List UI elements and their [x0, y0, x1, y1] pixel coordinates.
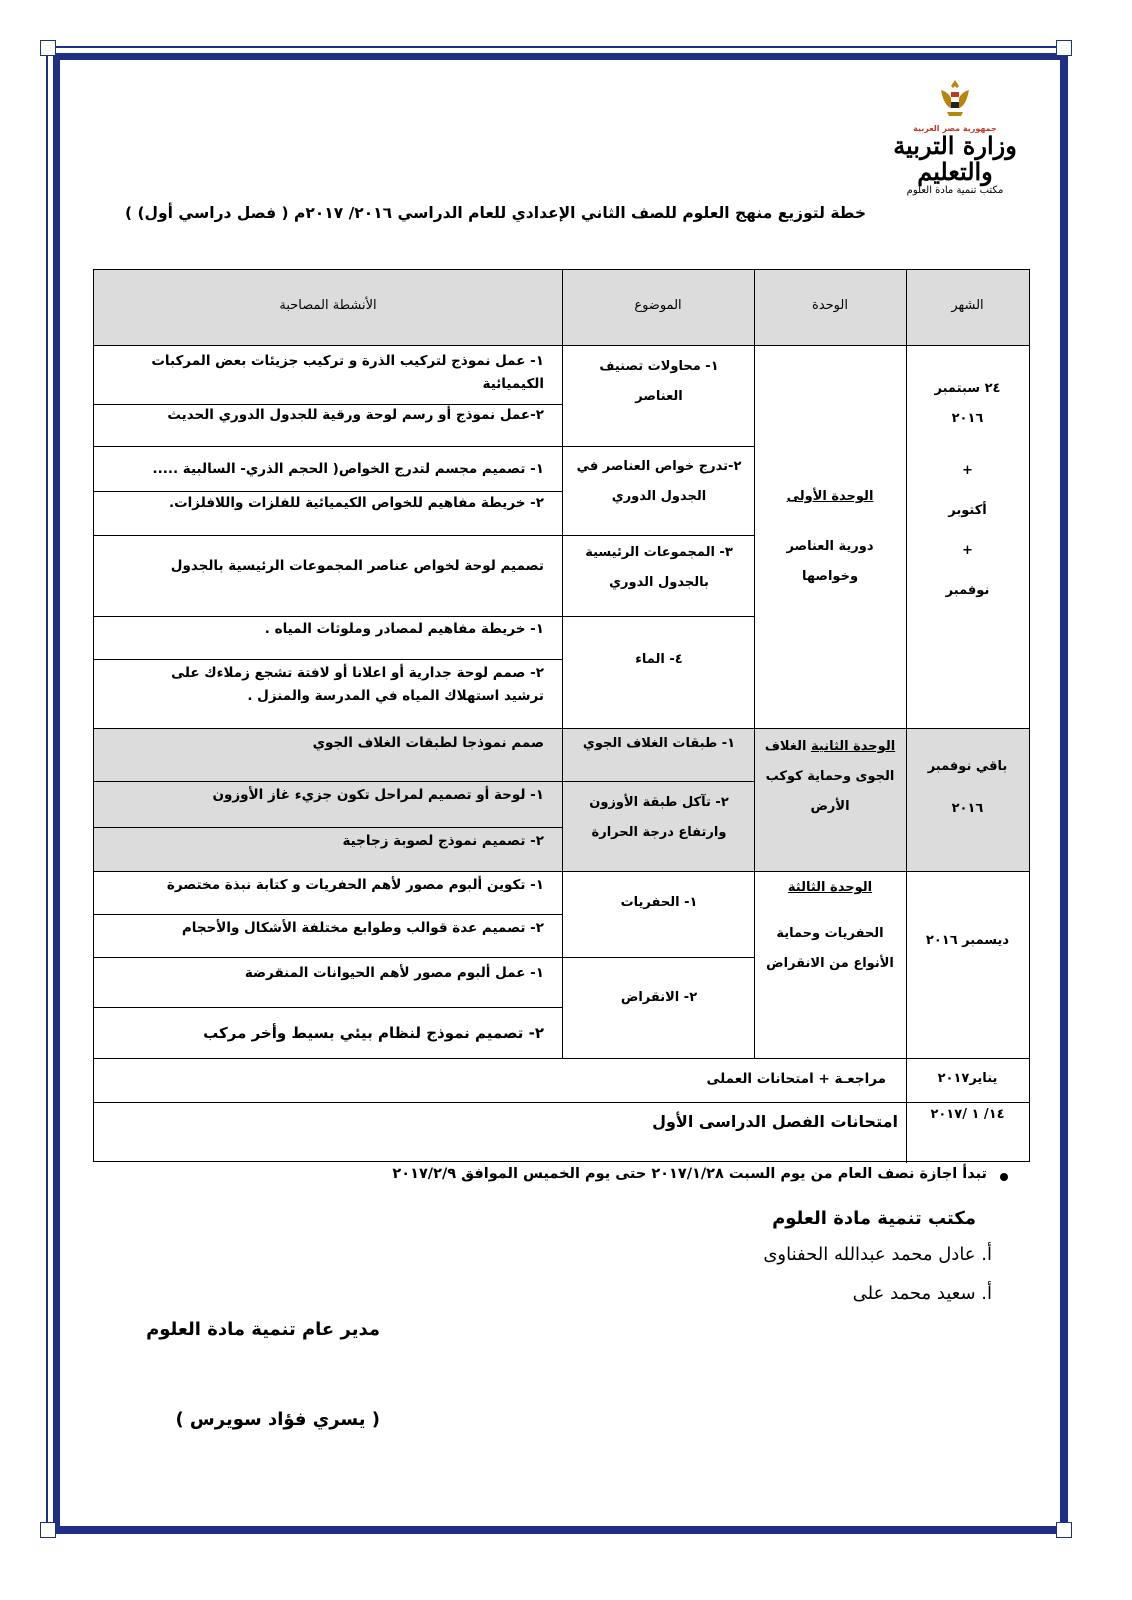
jan-review: مراجعـة + امتحانات العملى: [706, 1071, 886, 1087]
s1-topic-1: ١- محاولات تصنيف العناصر: [599, 359, 719, 404]
s3-unit-name: الحفريات وحماية الأنواع من الانقراض: [766, 926, 894, 971]
s2-month: باقي نوفمبر ٢٠١٦: [927, 759, 1008, 816]
s2-activity-3: ٢- تصميم نموذج لصوبة زجاجية: [342, 833, 544, 849]
s2-unit: [764, 732, 896, 822]
holiday-note: تبدأ اجازة نصف العام من يوم السبت ٢٠١٧/١/٢٨ حتى يوم الخميس الموافق ٢٠١٧/٢/٩: [392, 1166, 987, 1182]
office-member-1: أ. عادل محمد عبدالله الحفناوى: [763, 1244, 992, 1265]
s3-month: ديسمبر ٢٠١٦: [925, 933, 1010, 948]
page-title: خطة لتوزيع منهج العلوم للصف الثاني الإعدادي للعام الدراسي ٢٠١٦/ ٢٠١٧م ( فصل دراسي أول) ): [124, 204, 866, 222]
s2-activity-2: ١- لوحة أو تصميم لمراحل تكون جزيء غاز الأوزون: [212, 787, 544, 803]
header-activities: الأنشطة المصاحبة: [279, 298, 377, 313]
header-month: الشهر: [951, 298, 984, 313]
s2-unit-name: الغلاف الجوى وحماية كوكب الأرض: [764, 739, 895, 814]
office-member-2: أ. سعيد محمد على: [852, 1283, 992, 1304]
exam-text: امتحانات الفصل الدراسى الأول: [652, 1112, 898, 1131]
s1-activity-1: ١- عمل نموذج لتركيب الذرة و تركيب جزيئات بعض المركبات الكيميائية: [151, 353, 544, 392]
s1-activity-2: ٢-عمل نموذج أو رسم لوحة ورقية للجدول الدوري الحديث: [167, 407, 544, 423]
s1-month: ٢٤ سبتمبر ٢٠١٦ + أكتوبر + نوفمبر: [934, 381, 1001, 598]
eagle-emblem-icon: [938, 78, 972, 120]
frame-corner: [1056, 40, 1072, 56]
logo-ministry: وزارة التربية والتعليم: [893, 131, 1017, 186]
frame-corner: [1056, 1522, 1072, 1538]
logo-country: جمهورية مصر العربية: [913, 124, 997, 133]
s1-unit-name: دورية العناصر وخواصها: [786, 539, 874, 584]
s1-topic-3: ٣- المجموعات الرئيسية بالجدول الدوري: [585, 545, 733, 590]
header-topic: الموضوع: [634, 298, 682, 313]
ministry-logo: [885, 78, 1025, 196]
frame-corner: [40, 40, 56, 56]
s2-topic-2: ٢- تآكل طبقة الأوزون وارتفاع درجة الحرارة: [589, 795, 729, 840]
s1-topic-2: ٢-تدرج خواص العناصر في الجدول الدوري: [576, 459, 742, 504]
office-title: مكتب تنمية مادة العلوم: [772, 1208, 976, 1229]
header-unit: الوحدة: [812, 298, 848, 313]
jan-month: يناير٢٠١٧: [937, 1071, 998, 1086]
director-title: مدير عام تنمية مادة العلوم: [146, 1319, 380, 1340]
s3-unit-title: الوحدة الثالثة: [787, 880, 873, 895]
s1-activity-6: ١- خريطة مفاهيم لمصادر وملوثات المياه .: [264, 621, 544, 637]
s3-activity-3: ١- عمل ألبوم مصور لأهم الحيوانات المنقرضة: [244, 965, 544, 981]
s3-topic-2: ٢- الانقراض: [620, 990, 698, 1005]
s3-activity-1: ١- تكوين ألبوم مصور لأهم الحفريات و كتابة نبذة مختصرة: [166, 877, 544, 893]
s3-activity-4: ٢- تصميم نموذج لنظام بيئي بسيط وأخر مركب: [203, 1024, 544, 1042]
s1-unit: [764, 482, 896, 592]
s1-topic-4: ٤- الماء: [635, 652, 683, 667]
s2-activity-1: صمم نموذجا لطبقات الغلاف الجوي: [312, 735, 544, 751]
s1-activity-5: تصميم لوحة لخواص عناصر المجموعات الرئيسية بالجدول: [170, 558, 544, 574]
exam-date: ١٤/ ١ /٢٠١٧: [930, 1107, 1005, 1122]
s1-activity-7: ٢- صمم لوحة جدارية أو اعلانا أو لافتة تشجع زملاءك على ترشيد استهلاك المياه في المدرسة والمنزل .: [171, 665, 544, 704]
logo-office: مكتب تنمية مادة العلوم: [906, 185, 1004, 196]
s2-unit-title: الوحدة الثانية: [811, 739, 896, 754]
s3-activity-2: ٢- تصميم عدة قوالب وطوابع مختلفة الأشكال والأحجام: [181, 920, 544, 936]
s2-topic-1: ١- طبقات الغلاف الجوي: [582, 736, 736, 751]
s1-activity-3: ١- تصميم مجسم لتدرج الخواص( الحجم الذري- السالبية .....: [152, 461, 544, 477]
s3-topic-1: ١- الحفريات: [620, 895, 698, 910]
frame-corner: [40, 1522, 56, 1538]
director-name: ( يسري فؤاد سويرس ): [175, 1409, 380, 1430]
bullet-icon: [1000, 1173, 1008, 1181]
curriculum-table: [93, 269, 1030, 1162]
s1-unit-title: الوحدة الأولى: [786, 489, 874, 504]
s1-activity-4: ٢- خريطة مفاهيم للخواص الكيميائية للفلزات واللافلزات.: [168, 495, 544, 511]
s3-unit: [764, 873, 896, 979]
